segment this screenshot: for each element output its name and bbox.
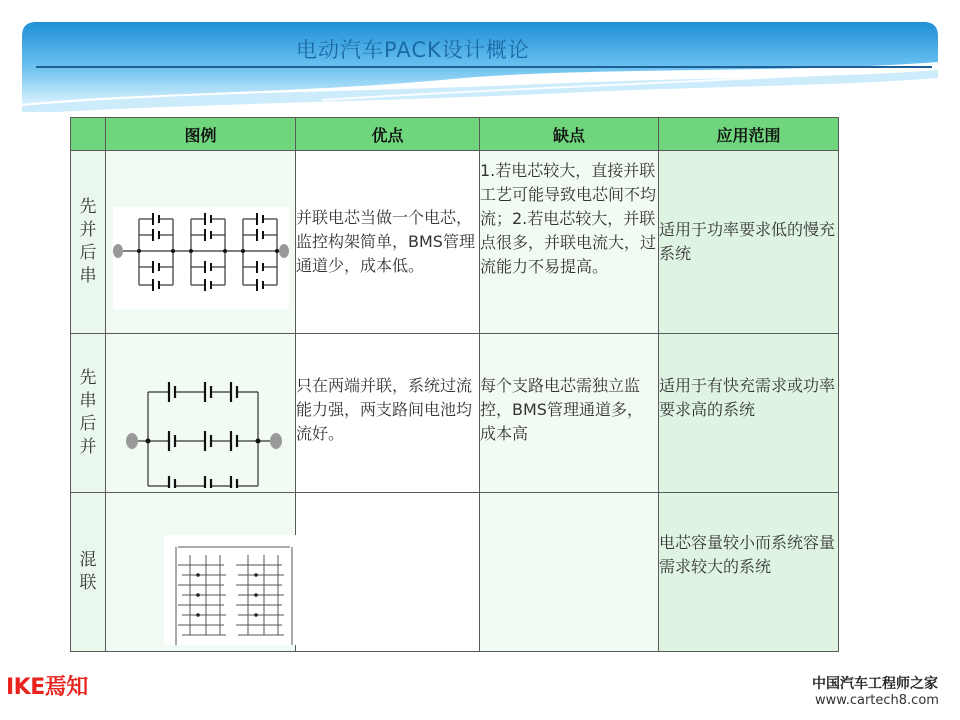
advantages-cell: 只在两端并联，系统过流能力强，两支路间电池均流好。 xyxy=(296,334,480,493)
ike-logo: IKE焉知 xyxy=(6,675,88,700)
diagram-cell xyxy=(106,334,296,493)
cartech-logo: 中国汽车工程师之家 xyxy=(812,676,938,692)
table-row xyxy=(71,334,839,493)
advantages-cell xyxy=(296,493,480,652)
row-label-text: 混联 xyxy=(79,550,97,593)
row-label-text: 先串后并 xyxy=(79,368,97,457)
header-cell-blank xyxy=(71,118,106,151)
disadvantages-cell: 每个支路电芯需独立监控，BMS管理通道多，成本高 xyxy=(480,334,659,493)
header-cell-disadvantages: 缺点 xyxy=(480,118,659,151)
disadvantages-cell: 1.若电芯较大，直接并联工艺可能导致电芯间不均流；2.若电芯较大，并联点很多，并联电流大，过流能力不易提高。 xyxy=(480,151,659,334)
table-header-row xyxy=(71,118,839,151)
header-cell-diagram: 图例 xyxy=(106,118,296,151)
diagram-cell xyxy=(106,493,296,652)
diagram-cell xyxy=(106,151,296,334)
disadvantages-cell xyxy=(480,493,659,652)
header-cell-advantages: 优点 xyxy=(296,118,480,151)
header-cell-application: 应用范围 xyxy=(659,118,839,151)
parallel-then-series-diagram xyxy=(106,151,296,329)
row-label xyxy=(71,151,106,334)
slide-title: 电动汽车PACK设计概论 xyxy=(296,38,530,62)
row-label-text: 先并后串 xyxy=(79,197,97,286)
application-cell: 适用于有快充需求或功率要求高的系统 xyxy=(659,334,839,493)
row-label xyxy=(71,493,106,652)
application-cell: 适用于功率要求低的慢充系统 xyxy=(659,151,839,334)
mixed-connection-diagram xyxy=(106,493,296,647)
cartech-url: www.cartech8.com xyxy=(815,693,939,708)
comparison-table xyxy=(70,117,839,652)
application-cell: 电芯容量较小而系统容量需求较大的系统 xyxy=(659,493,839,652)
table-row xyxy=(71,151,839,334)
title-divider xyxy=(36,66,932,68)
table-row xyxy=(71,493,839,652)
row-label xyxy=(71,334,106,493)
advantages-cell: 并联电芯当做一个电芯，监控构架简单，BMS管理通道少，成本低。 xyxy=(296,151,480,334)
series-then-parallel-diagram xyxy=(106,334,296,488)
